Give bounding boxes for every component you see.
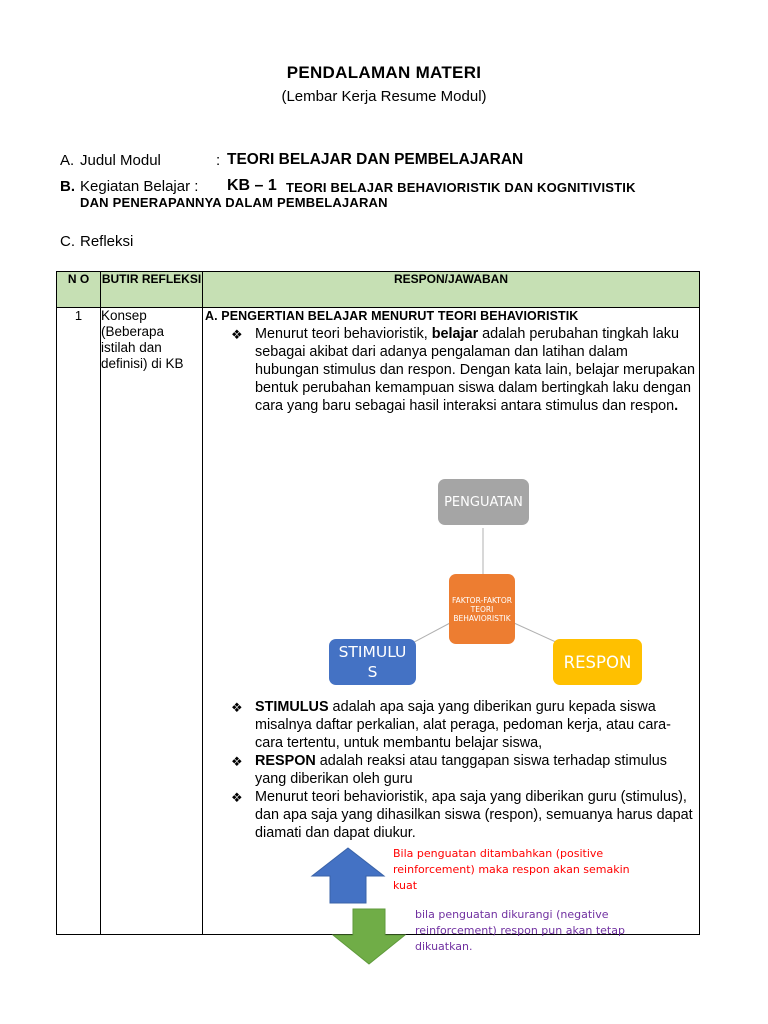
p1-end: .: [674, 398, 679, 414]
table-header-row: [57, 272, 700, 308]
respon-box: RESPON: [553, 639, 642, 685]
section-b-label: Kegiatan Belajar :: [80, 178, 199, 195]
table-row: [57, 308, 700, 935]
observable-statement: Menurut teori behavioristik, apa saja yang diberikan guru (stimulus), dan apa saja yang dihasilkan siswa (respon), semuanya harus dapat diamati dan dapat diukur.: [255, 789, 693, 841]
up-arrow-icon: [308, 846, 388, 906]
definition-respon: [255, 752, 695, 788]
row-number: 1: [57, 308, 101, 935]
activity-title-line1: TEORI BELAJAR BEHAVIORISTIK DAN KOGNITIVISTIK: [286, 180, 636, 195]
p2-text: adalah apa saja yang diberikan guru kepada siswa misalnya daftar perkalian, alat peraga, pedoman kerja, atau cara-cara tertentu, untuk membantu belajar siswa,: [255, 699, 671, 751]
section-a-label: Judul Modul: [80, 152, 161, 169]
section-a-prefix: A.: [60, 152, 75, 169]
faktor-center-box: FAKTOR-FAKTOR TEORI BEHAVIORISTIK: [449, 574, 515, 644]
header-no: N O: [57, 272, 101, 308]
header-respon: RESPON/JAWABAN: [203, 272, 700, 308]
module-title: TEORI BELAJAR DAN PEMBELAJARAN: [227, 151, 524, 168]
section-b-prefix: B.: [60, 178, 75, 195]
negative-reinforcement-note: bila penguatan dikurangi (negative reinforcement) respon pun akan tetap dikuatkan.: [415, 908, 625, 953]
p2-bold: STIMULUS: [255, 699, 329, 715]
row-butir: Konsep (Beberapa istilah dan definisi) di KB: [101, 308, 203, 935]
stimulus-box: STIMULU S: [329, 639, 416, 685]
section-c-prefix: C.: [60, 233, 75, 250]
bullet-diamond-icon: ❖: [231, 700, 243, 715]
section-a-colon: :: [216, 152, 221, 169]
p1-text-a: Menurut teori behavioristik,: [255, 326, 432, 342]
bullet-diamond-icon: ❖: [231, 754, 243, 769]
kb-number: KB – 1: [227, 177, 277, 194]
p1-bold: belajar: [431, 326, 479, 342]
reflection-table: [56, 271, 700, 953]
bullet-diamond-icon: ❖: [231, 327, 243, 342]
penguatan-box: PENGUATAN: [438, 479, 529, 525]
p1-text-b: adalah perubahan tingkah laku sebagai akibat dari adanya pengalaman dan latihan dalam hubungan stimulus dan respon. Dengan kata lain, belajar merupakan bentuk perubahan kemampuan siswa dalam bertingkah laku dengan cara yang baru sebagai hasil interaksi antara stimulus dan respon: [255, 326, 696, 414]
definition-belajar: [255, 325, 695, 415]
page-title: PENDALAMAN MATERI: [286, 63, 482, 82]
page-subtitle: (Lembar Kerja Resume Modul): [281, 88, 487, 105]
bullet-diamond-icon: ❖: [231, 790, 243, 805]
positive-reinforcement-note: Bila penguatan ditambahkan (positive reinforcement) maka respon akan semakin kuat: [393, 847, 630, 892]
p3-text: adalah reaksi atau tanggapan siswa terhadap stimulus yang diberikan oleh guru: [255, 753, 667, 787]
definition-stimulus: [255, 698, 695, 752]
row-respon: [203, 308, 700, 953]
down-arrow-icon: [331, 906, 409, 968]
p3-bold: RESPON: [255, 753, 316, 769]
activity-title-line2: DAN PENERAPANNYA DALAM PEMBELAJARAN: [80, 195, 388, 210]
section-c-label: Refleksi: [80, 233, 134, 250]
respon-heading: A. PENGERTIAN BELAJAR MENURUT TEORI BEHAVIORISTIK: [205, 309, 579, 323]
header-butir: BUTIR REFLEKSI: [101, 272, 203, 308]
